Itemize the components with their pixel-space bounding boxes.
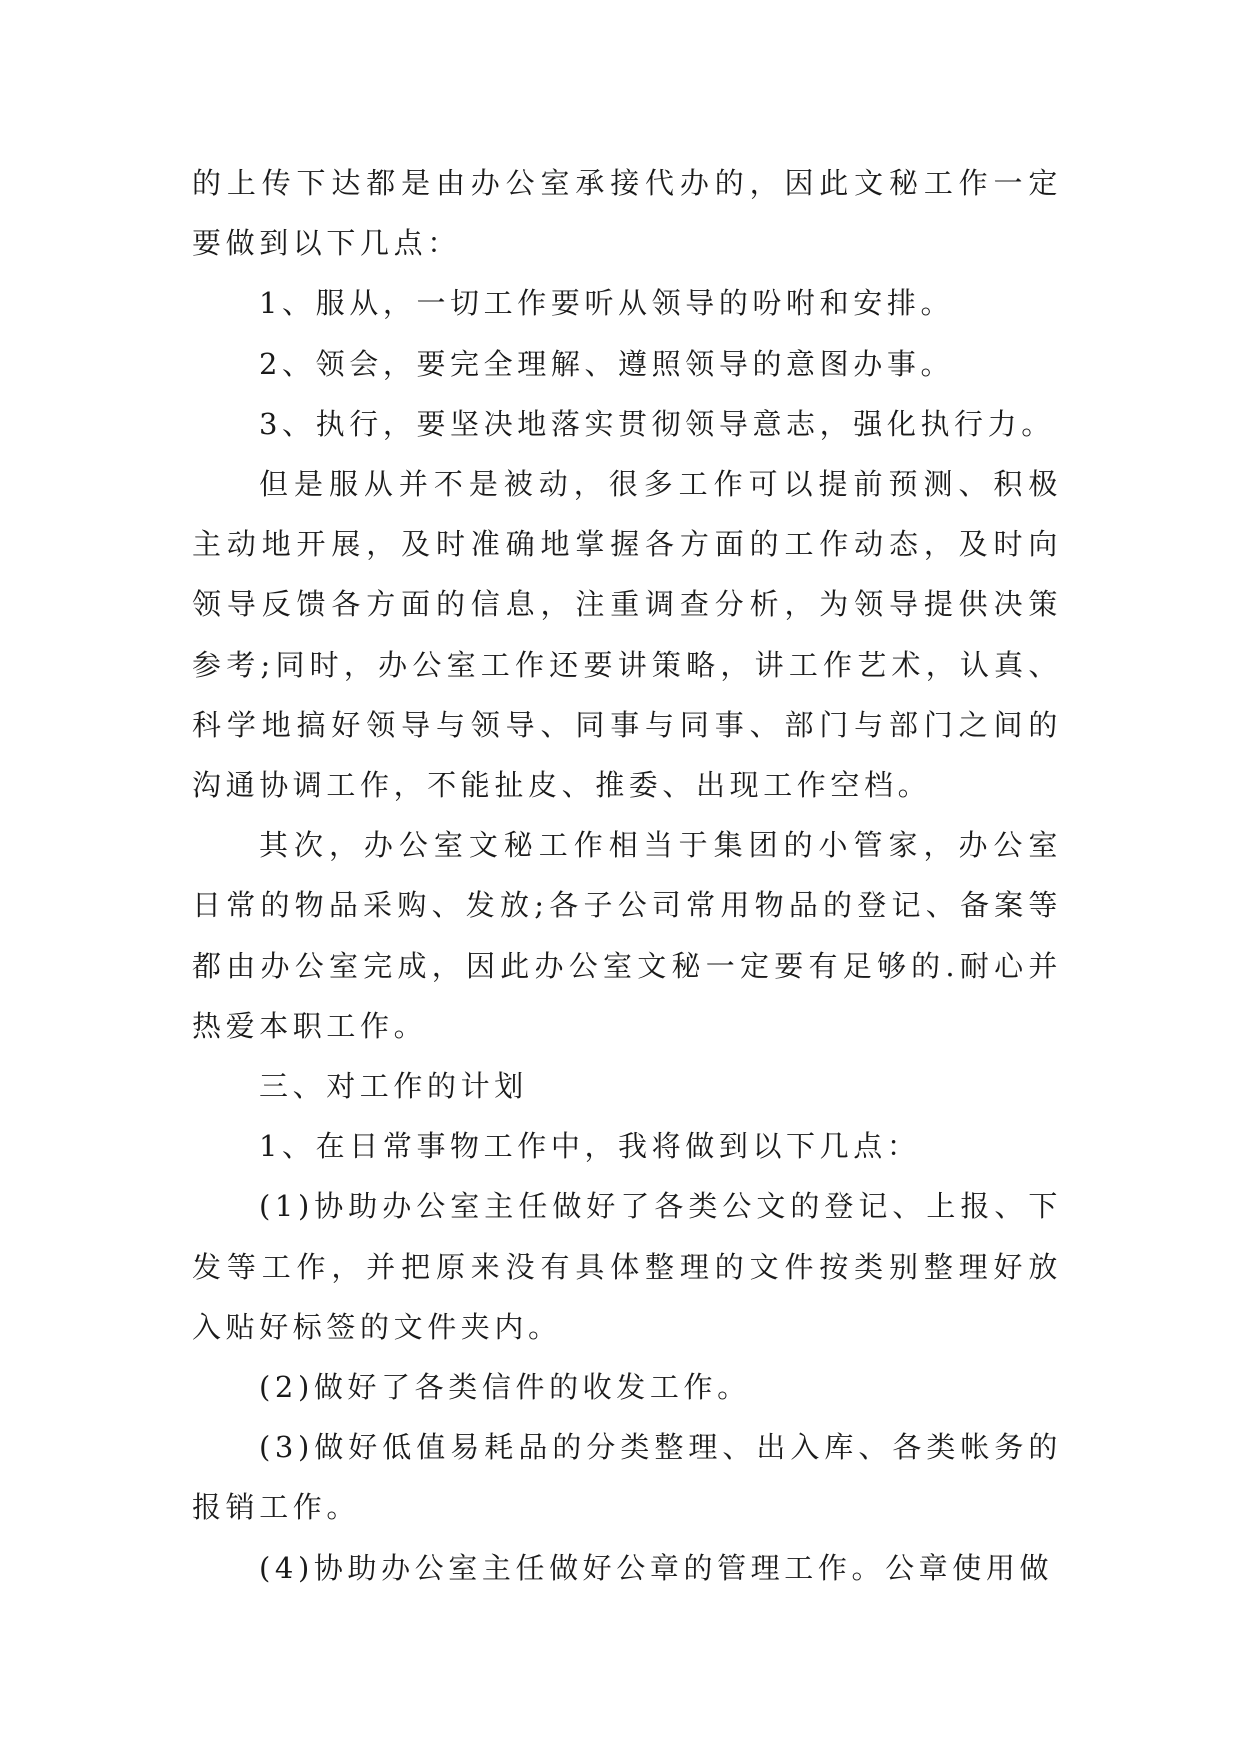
document-body bbox=[192, 153, 1062, 1598]
plan-item-2: (2)做好了各类信件的收发工作。 bbox=[259, 1370, 751, 1405]
paragraph-proactive-work: 但是服从并不是被动，很多工作可以提前预测、积极主动地开展，及时准确地掌握各方面的工作动态，及时向领导反馈各方面的信息，注重调查分析，为领导提供决策参考;同时，办公室工作还要讲策略，讲工作艺术，认真、科学地搞好领导与领导、同事与同事、部门与部门之间的沟通协调工作，不能扯皮、推委、出现工作空档。 bbox=[192, 467, 1062, 803]
list-item-execute: 3、执行，要坚决地落实贯彻领导意志，强化执行力。 bbox=[259, 406, 1055, 441]
paragraph-housekeeping: 其次，办公室文秘工作相当于集团的小管家，办公室日常的物品采购、发放;各子公司常用物品的登记、备案等都由办公室完成，因此办公室文秘一定要有足够的.耐心并热爱本职工作。 bbox=[192, 828, 1062, 1043]
paragraph-continuation: 的上传下达都是由办公室承接代办的，因此文秘工作一定要做到以下几点： bbox=[192, 166, 1062, 261]
subheading-daily-affairs: 1、在日常事物工作中，我将做到以下几点： bbox=[259, 1129, 921, 1164]
section-heading-work-plan: 三、对工作的计划 bbox=[259, 1069, 528, 1104]
plan-item-4: (4)协助办公室主任做好公章的管理工作。公章使用做 bbox=[259, 1550, 1054, 1585]
plan-item-3: (3)做好低值易耗品的分类整理、出入库、各类帐务的报销工作。 bbox=[192, 1430, 1062, 1525]
list-item-understand: 2、领会，要完全理解、遵照领导的意图办事。 bbox=[259, 346, 955, 381]
list-item-obey: 1、服从，一切工作要听从领导的吩咐和安排。 bbox=[259, 286, 955, 321]
plan-item-1: (1)协助办公室主任做好了各类公文的登记、上报、下发等工作，并把原来没有具体整理的文件按类别整理好放入贴好标签的文件夹内。 bbox=[192, 1189, 1062, 1344]
